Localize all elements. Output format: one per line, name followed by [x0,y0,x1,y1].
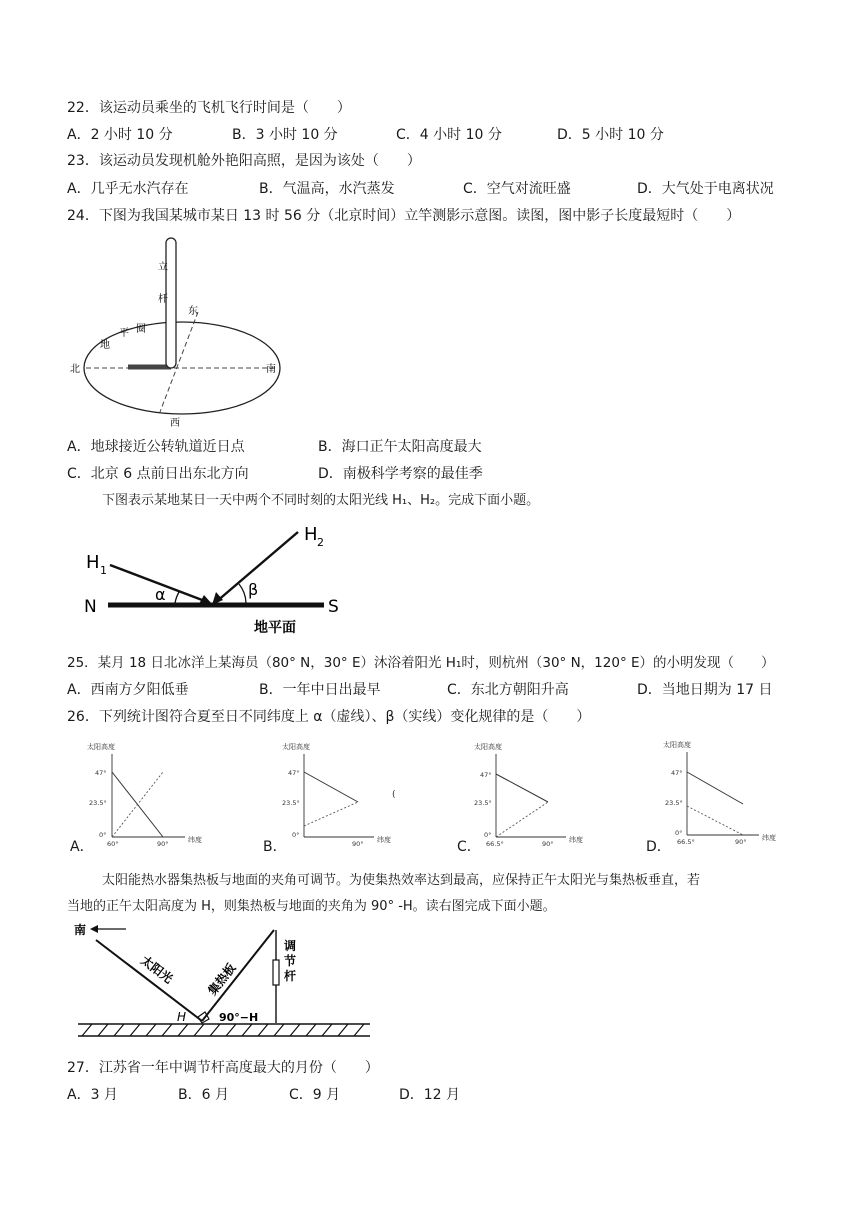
adjust-rod-sleeve [273,960,279,985]
chart-c-alpha-line [496,802,548,837]
east-label: 东 [188,306,198,317]
chart-c-option[interactable]: C． [457,839,481,855]
rod-label-2: 节 [284,954,297,968]
chart-c-xtick-66: 66.5° [486,840,504,848]
solar-heater-figure [74,920,374,1045]
chart-d-ylabel: 太阳高度 [663,741,691,749]
q22-option-c[interactable]: C．4 小时 10 分 [396,127,502,143]
q24-option-d[interactable]: D．南极科学考察的最佳季 [318,466,483,482]
chart-d-alpha-line [687,806,743,835]
chart-d-ytick-23: 23.5° [665,799,683,807]
chart-c-ytick-23: 23.5° [474,799,492,807]
q27-option-d[interactable]: D．12 月 [399,1087,461,1103]
south-label: 南 [266,364,276,375]
q27-option-a[interactable]: A．3 月 [67,1087,118,1103]
s-label: S [328,597,339,617]
chart-b-stray-mark: ( [392,790,396,800]
chart-b-xlabel: 纬度 [377,836,391,844]
q24-option-a[interactable]: A．地球接近公转轨道近日点 [67,439,245,455]
south-arrow-head [90,925,98,933]
q23-option-d[interactable]: D．大气处于电离状况 [637,181,774,197]
heater-panel [202,930,274,1021]
chart-a-ytick-0: 0° [99,831,107,839]
q25-stem: 25．某月 18 日北冰洋上某海员（80° N，30° E）沐浴着阳光 H₁时，则杭州（30° N，120° E）的小明发现（ ） [67,655,775,671]
intro-25: 下图表示某地某日一天中两个不同时刻的太阳光线 H₁、H₂。完成下面小题。 [102,493,540,508]
chart-c-ytick-0: 0° [484,831,492,839]
chart-a-ylabel: 太阳高度 [87,743,115,751]
chart-a-xtick-60: 60° [107,840,119,848]
q24-option-c[interactable]: C．北京 6 点前日出东北方向 [67,466,249,482]
chart-b [280,740,410,850]
chart-b-xtick-90: 90° [352,840,364,848]
q23-option-a[interactable]: A．几乎无水汽存在 [67,181,189,197]
plane-label-3: 地 [100,340,110,351]
sunlight-ray [96,940,202,1021]
chart-c-ylabel: 太阳高度 [474,743,502,751]
chart-a-xtick-90: 90° [157,840,169,848]
chart-a [85,740,215,850]
h1-label: H [86,552,100,573]
chart-b-ytick-0: 0° [292,831,300,839]
q25-option-c[interactable]: C．东北方朝阳升高 [447,682,569,698]
chart-a-option[interactable]: A． [70,839,94,855]
q26-stem: 26．下列统计图符合夏至日不同纬度上 α（虚线）、β（实线）变化规律的是（ ） [67,709,591,725]
q25-option-d[interactable]: D．当地日期为 17 日 [637,682,773,698]
chart-b-option[interactable]: B． [263,839,287,855]
chart-d-xtick-66: 66.5° [677,838,695,846]
q22-option-a[interactable]: A．2 小时 10 分 [67,127,173,143]
chart-a-xlabel: 纬度 [188,836,202,844]
rod-label-3: 杆 [284,969,297,983]
chart-d-xlabel: 纬度 [762,834,776,842]
chart-b-ytick-47: 47° [288,769,300,777]
pole-shadow-figure [70,232,314,432]
chart-b-ylabel: 太阳高度 [282,743,310,751]
chart-c-ytick-47: 47° [480,771,492,779]
n-label: N [84,597,97,617]
sunlight-label: 太阳光 [138,953,176,987]
beta-label: β [248,580,259,599]
chart-b-alpha-line [304,802,358,826]
plane-label-1: 平 [119,328,129,339]
chart-c-xlabel: 纬度 [569,836,583,844]
chart-d-xtick-90: 90° [735,838,747,846]
intro-27-line1: 太阳能热水器集热板与地面的夹角可调节。为使集热效率达到最高，应保持正午太阳光与集热板垂直，若 [102,873,701,888]
q22-stem: 22．该运动员乘坐的飞机飞行时间是（ ） [67,100,351,116]
alpha-arc [175,592,179,603]
chart-c-xtick-90: 90° [542,840,554,848]
q23-option-b[interactable]: B．气温高，水汽蒸发 [259,181,395,197]
chart-b-ytick-23: 23.5° [282,799,300,807]
chart-d-beta-line [687,772,743,804]
west-label: 西 [170,418,180,429]
h2-subscript: 2 [317,536,324,549]
sunlight-figure [80,520,380,640]
chart-d [661,738,801,848]
q24-option-b[interactable]: B．海口正午太阳高度最大 [318,439,482,455]
q24-stem: 24．下图为我国某城市某日 13 时 56 分（北京时间）立竿测影示意图。读图，图中影子长度最短时（ ） [67,208,741,224]
q27-stem: 27．江苏省一年中调节杆高度最大的月份（ ） [67,1060,379,1076]
complement-angle-label: 90°−H [219,1011,259,1024]
ground-hatch [82,1024,364,1036]
chart-c [472,740,602,850]
chart-d-option[interactable]: D． [646,839,671,855]
plane-label-2: 圈 [136,324,146,335]
q22-option-d[interactable]: D．5 小时 10 分 [557,127,664,143]
chart-a-ytick-23: 23.5° [89,799,107,807]
h-angle-label: H [177,1010,187,1024]
h2-label: H [304,524,318,545]
north-label: 北 [70,364,80,375]
beta-arc [239,584,246,603]
chart-d-ytick-47: 47° [671,769,683,777]
panel-label: 集热板 [205,960,239,998]
chart-c-beta-line [496,774,548,802]
pole-label-1: 立 [158,262,168,273]
q27-option-b[interactable]: B．6 月 [178,1087,229,1103]
q27-option-c[interactable]: C．9 月 [289,1087,341,1103]
q25-option-a[interactable]: A．西南方夕阳低垂 [67,682,189,698]
q25-option-b[interactable]: B．一年中日出最早 [259,682,381,698]
alpha-label: α [155,585,166,604]
chart-a-ytick-47: 47° [95,769,107,777]
q22-option-b[interactable]: B．3 小时 10 分 [232,127,338,143]
rod-label-1: 调 [284,939,297,953]
south-label: 南 [74,923,87,937]
intro-27-line2: 当地的正午太阳高度为 H，则集热板与地面的夹角为 90° -H。读右图完成下面小题。 [67,899,556,914]
q23-option-c[interactable]: C．空气对流旺盛 [463,181,571,197]
q23-stem: 23．该运动员发现机舱外艳阳高照，是因为该处（ ） [67,153,421,169]
ground-label: 地平面 [254,620,296,636]
h1-subscript: 1 [100,564,107,577]
pole-label-2: 杆 [158,294,168,305]
chart-b-beta-line [304,772,358,802]
chart-d-ytick-0: 0° [675,829,683,837]
